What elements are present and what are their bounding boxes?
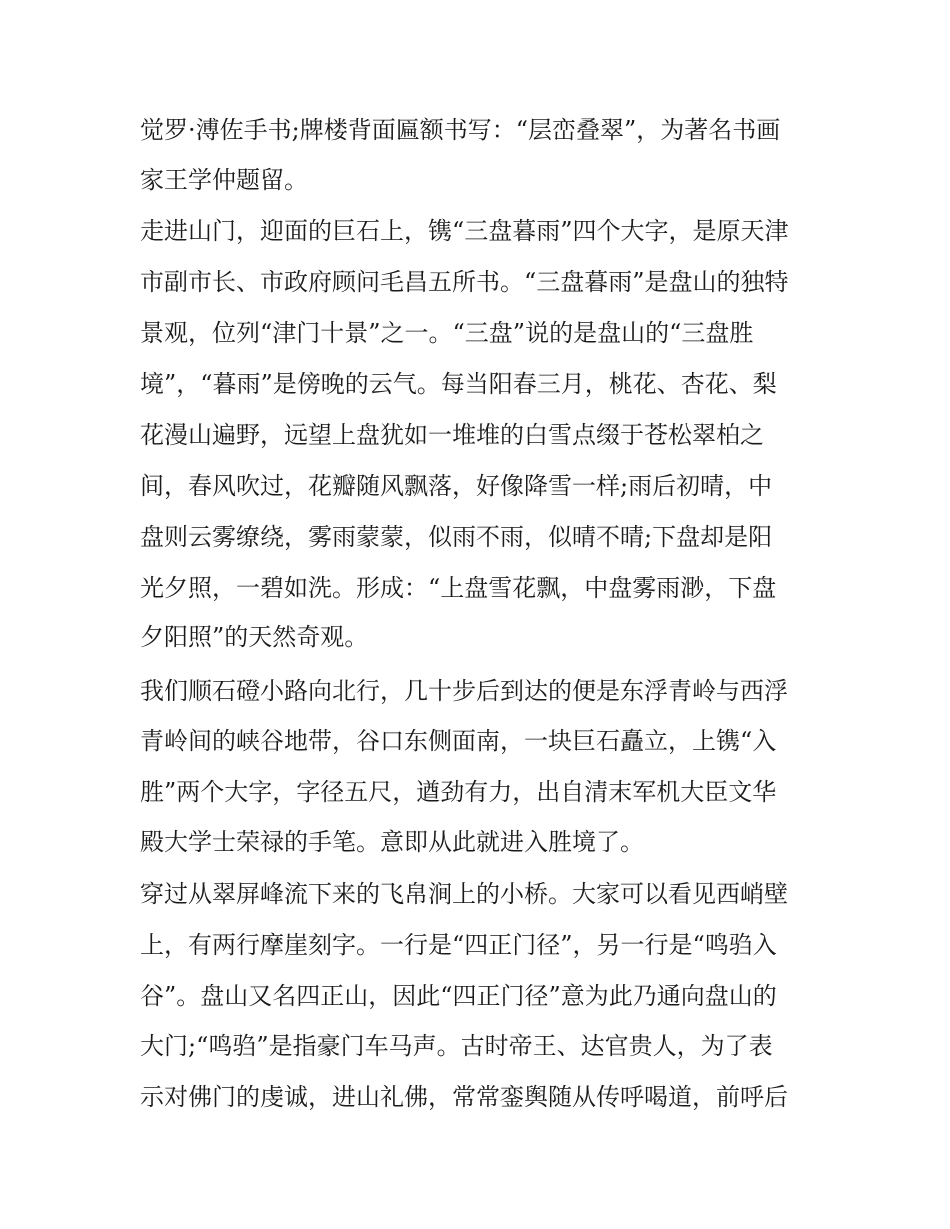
text-line: 胜”两个大字，字径五尺，遒劲有力，出自清末军机大臣文华 xyxy=(140,778,777,806)
text-line: 花漫山遍野，远望上盘犹如一堆堆的白雪点缀于苍松翠柏之 xyxy=(140,421,764,449)
text-line: 觉罗·溥佐手书;牌楼背面匾额书写：“层峦叠翠”，为著名书画 xyxy=(140,116,781,144)
text-line: 光夕照，一碧如洗。形成：“上盘雪花飘，中盘雾雨渺，下盘 xyxy=(140,574,777,602)
text-line: 大门;“鸣驺”是指豪门车马声。古时帝王、达官贵人，为了表 xyxy=(140,1032,773,1060)
text-line: 殿大学士荣禄的手笔。意即从此就进入胜境了。 xyxy=(140,828,644,856)
text-line: 间，春风吹过，花瓣随风飘落，好像降雪一样;雨后初晴，中 xyxy=(140,472,773,500)
text-line: 青岭间的峡谷地带，谷口东侧面南，一块巨石矗立，上镌“入 xyxy=(140,727,777,755)
text-line: 境”，“暮雨”是傍晚的云气。每当阳春三月，桃花、杏花、梨 xyxy=(140,370,777,398)
text-line: 市副市长、市政府顾问毛昌五所书。“三盘暮雨”是盘山的独特 xyxy=(140,268,789,296)
text-line: 我们顺石磴小路向北行，几十步后到达的便是东浮青岭与西浮 xyxy=(140,677,788,705)
text-line: 盘则云雾缭绕，雾雨蒙蒙，似雨不雨，似晴不晴;下盘却是阳 xyxy=(140,523,773,551)
text-line: 示对佛门的虔诚，进山礼佛，常常銮舆随从传呼喝道，前呼后 xyxy=(140,1083,788,1111)
text-line: 景观，位列“津门十景”之一。“三盘”说的是盘山的“三盘胜 xyxy=(140,319,754,347)
text-line: 穿过从翠屏峰流下来的飞帛涧上的小桥。大家可以看见西峭壁 xyxy=(140,880,788,908)
text-line: 上，有两行摩崖刻字。一行是“四正门径”，另一行是“鸣驺入 xyxy=(140,931,777,959)
text-line: 走进山门，迎面的巨石上，镌“三盘暮雨”四个大字，是原天津 xyxy=(140,217,789,245)
text-line: 谷”。盘山又名四正山，因此“四正门径”意为此乃通向盘山的 xyxy=(140,982,777,1010)
text-line: 家王学仲题留。 xyxy=(140,166,308,194)
text-line: 夕阳照”的天然奇观。 xyxy=(140,623,369,651)
